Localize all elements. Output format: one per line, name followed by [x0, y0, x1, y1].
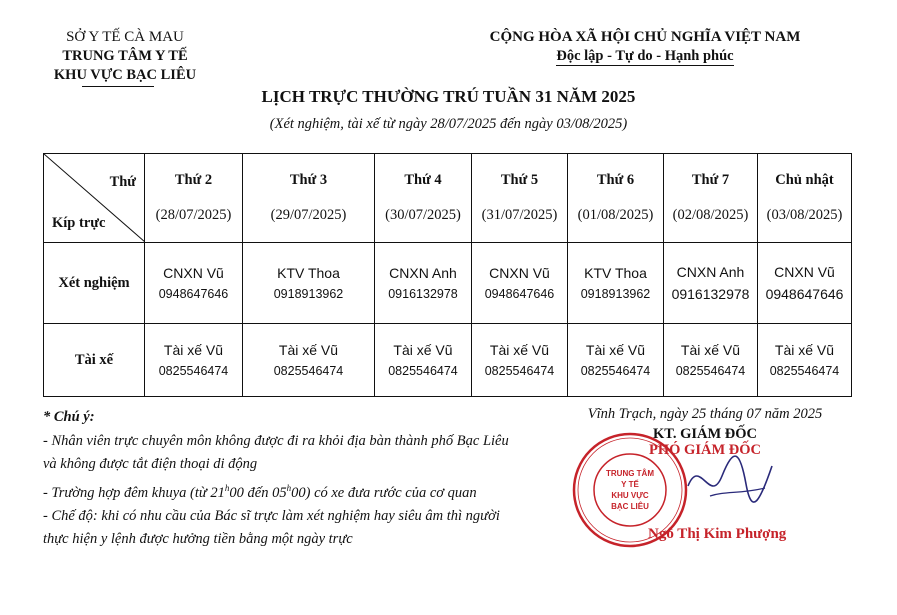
day-date: (01/08/2025)	[577, 207, 654, 223]
staff-name: KTV Thoa	[277, 265, 340, 281]
note-line: thực hiện y lệnh được hưởng tiền bằng một ngày trực	[43, 531, 353, 548]
staff-name: CNXN Vũ	[489, 265, 550, 281]
day-date: (03/08/2025)	[766, 207, 843, 223]
agency-header	[40, 28, 210, 85]
table-row-driver	[44, 324, 852, 397]
staff-phone: 0916132978	[388, 287, 458, 301]
day-name: Thứ 7	[691, 172, 730, 188]
day-header	[568, 154, 664, 243]
staff-phone: 0825546474	[388, 364, 458, 378]
day-date: (30/07/2025)	[385, 207, 461, 223]
staff-name: CNXN Vũ	[774, 264, 835, 280]
staff-name: Tài xế Vũ	[680, 342, 741, 358]
staff-name: Tài xế Vũ	[774, 342, 835, 358]
staff-name: CNXN Vũ	[163, 265, 224, 281]
duty-cell	[375, 243, 472, 324]
staff-phone: 0825546474	[273, 364, 344, 378]
duty-schedule-table	[43, 153, 852, 397]
document-subtitle: (Xét nghiệm, tài xế từ ngày 28/07/2025 đến ngày 03/08/2025)	[269, 116, 628, 132]
note-text: 00 đến 05	[229, 484, 287, 501]
table-row-lab	[44, 243, 852, 324]
staff-phone: 0825546474	[675, 364, 746, 378]
day-header	[145, 154, 243, 243]
stamp-text: TRUNG TÂM	[606, 469, 654, 478]
staff-phone: 0825546474	[484, 364, 555, 378]
note-superscript: h	[224, 482, 230, 493]
duty-cell	[472, 324, 568, 397]
agency-name-line1: TRUNG TÂM Y TẾ	[62, 48, 188, 64]
staff-phone: 0825546474	[158, 364, 229, 378]
duty-cell	[664, 324, 758, 397]
day-date: (29/07/2025)	[270, 207, 347, 223]
stamp-text: KHU VỰC	[611, 491, 649, 500]
signer-subrole: PHÓ GIÁM ĐỐC	[649, 442, 761, 458]
day-header	[243, 154, 375, 243]
staff-name: Tài xế Vũ	[585, 342, 646, 358]
duty-cell	[375, 324, 472, 397]
duty-cell	[758, 243, 852, 324]
staff-name: KTV Thoa	[584, 265, 647, 281]
day-date: (31/07/2025)	[481, 207, 558, 223]
duty-cell	[145, 324, 243, 397]
staff-phone: 0948647646	[158, 287, 229, 301]
day-name: Thứ 6	[596, 172, 635, 188]
notes-section	[43, 406, 563, 552]
staff-name: CNXN Anh	[676, 264, 745, 280]
signer-role: KT. GIÁM ĐỐC	[652, 426, 758, 442]
row-label: Tài xế	[44, 324, 145, 397]
note-text: - Trường hợp đêm khuya (từ 21	[43, 484, 225, 501]
notes-heading: * Chú ý:	[43, 409, 95, 425]
staff-name: Tài xế Vũ	[163, 342, 224, 358]
staff-phone: 0825546474	[580, 364, 651, 378]
handwritten-signature-icon	[680, 446, 780, 516]
corner-label-shift: Kíp trực	[52, 215, 106, 231]
duty-cell	[243, 324, 375, 397]
note-superscript: h	[286, 482, 292, 493]
corner-label-day: Thứ	[109, 174, 136, 190]
staff-phone: 0948647646	[765, 286, 844, 302]
day-header	[758, 154, 852, 243]
row-label: Xét nghiệm	[44, 243, 145, 324]
day-name: Thứ 2	[174, 172, 213, 188]
staff-phone: 0918913962	[273, 287, 344, 301]
staff-phone: 0916132978	[671, 286, 750, 302]
agency-name-line2: KHU VỰC BẠC LIÊU	[53, 67, 197, 83]
staff-phone: 0825546474	[769, 364, 840, 378]
duty-cell	[758, 324, 852, 397]
day-header	[375, 154, 472, 243]
corner-cell	[44, 154, 145, 243]
day-name: Thứ 5	[500, 172, 539, 188]
day-name: Thứ 4	[404, 172, 442, 188]
day-name: Thứ 3	[289, 172, 328, 188]
note-line: - Nhân viên trực chuyên môn không được đi ra khỏi địa bàn thành phố Bạc Liêu	[43, 432, 509, 449]
staff-name: Tài xế Vũ	[278, 342, 339, 358]
note-line	[43, 477, 563, 505]
day-date: (28/07/2025)	[155, 207, 232, 223]
day-date: (02/08/2025)	[672, 207, 749, 223]
duty-cell	[145, 243, 243, 324]
place-date: Vĩnh Trạch, ngày 25 tháng 07 năm 2025	[587, 406, 823, 422]
duty-cell	[243, 243, 375, 324]
note-text: 00) có xe đưa rước của cơ quan	[291, 484, 477, 501]
note-line: - Chế độ: khi có nhu cầu của Bác sĩ trực làm xét nghiệm hay siêu âm thì người	[43, 507, 500, 524]
nation-name: CỘNG HÒA XÃ HỘI CHỦ NGHĨA VIỆT NAM	[489, 29, 801, 45]
national-motto: Độc lập - Tự do - Hạnh phúc	[556, 48, 734, 64]
staff-name: Tài xế Vũ	[489, 342, 550, 358]
staff-phone: 0948647646	[484, 287, 555, 301]
staff-name: Tài xế Vũ	[393, 342, 453, 358]
signer-name: Ngô Thị Kim Phượng	[648, 526, 787, 542]
duty-cell	[568, 243, 664, 324]
stamp-text: Y TẾ	[621, 480, 639, 489]
stamp-text: BẠC LIÊU	[611, 502, 649, 511]
staff-name: CNXN Anh	[389, 265, 457, 281]
duty-cell	[568, 324, 664, 397]
document-title: LỊCH TRỰC THƯỜNG TRÚ TUẦN 31 NĂM 2025	[261, 87, 636, 106]
day-header	[664, 154, 758, 243]
note-line: và không được tắt điện thoại di động	[43, 456, 258, 472]
parent-agency: SỞ Y TẾ CÀ MAU	[66, 29, 184, 45]
table-header-row	[44, 154, 852, 243]
day-header	[472, 154, 568, 243]
staff-phone: 0918913962	[580, 287, 651, 301]
day-name: Chủ nhật	[775, 172, 834, 188]
duty-cell	[472, 243, 568, 324]
national-header	[470, 28, 820, 66]
duty-cell	[664, 243, 758, 324]
signature-block	[560, 406, 850, 556]
